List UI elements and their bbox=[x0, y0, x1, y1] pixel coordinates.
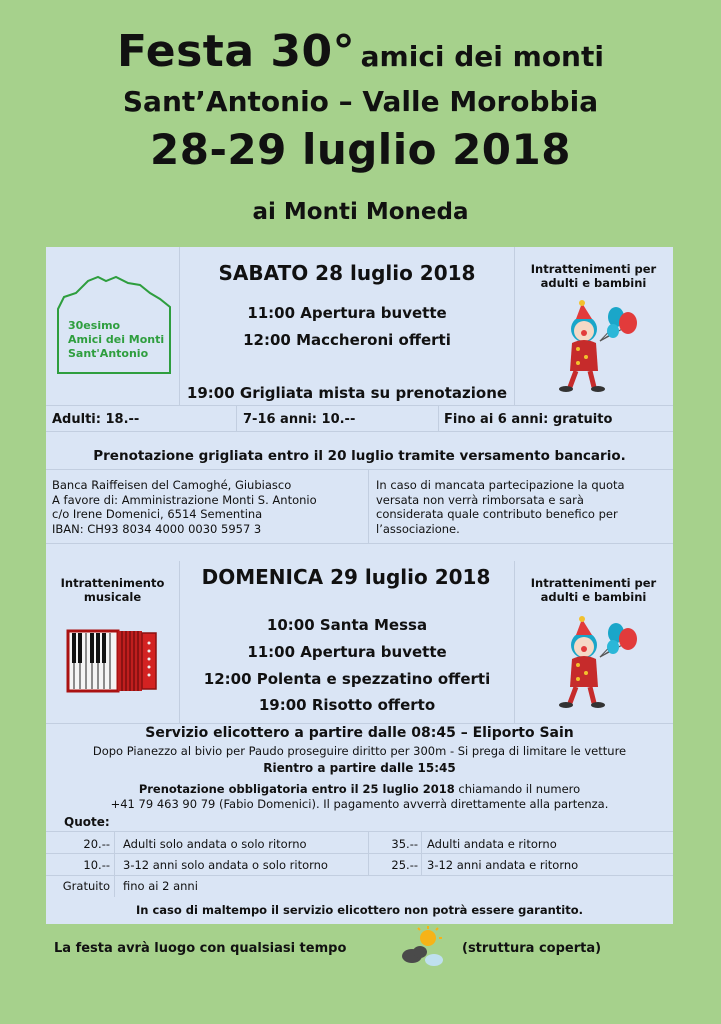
note-line-3: considerata quale contributo benefico per bbox=[376, 507, 618, 521]
saturday-entertainment: Intrattenimenti per adulti e bambini bbox=[530, 262, 657, 290]
logo-line-1: 30esimo bbox=[68, 319, 121, 332]
saturday-item-2: 12:00 Maccheroni offerti bbox=[243, 331, 451, 349]
accordion-icon bbox=[64, 627, 160, 697]
refund-note bbox=[376, 478, 666, 536]
bank-line-1: Banca Raiffeisen del Camoghé, Giubiasco bbox=[52, 478, 292, 492]
note-line-4: l’associazione. bbox=[376, 521, 460, 536]
title-small: amici dei monti bbox=[360, 40, 604, 73]
bank-line-4: IBAN: CH93 8034 4000 0030 5957 3 bbox=[52, 521, 262, 536]
bank-details bbox=[52, 478, 362, 536]
quote-price: 10.-- bbox=[83, 858, 110, 872]
quote-price: 20.-- bbox=[83, 837, 110, 851]
bank-line-2: A favore di: Amministrazione Monti S. Antonio bbox=[52, 492, 317, 507]
weather-note: In caso di maltempo il servizio elicottero non potrà essere garantito. bbox=[136, 903, 583, 917]
helicopter-booking bbox=[46, 782, 673, 796]
quote-price2: 25.-- bbox=[391, 858, 418, 872]
quote-desc: Adulti solo andata o solo ritorno bbox=[123, 837, 307, 851]
sunday-title: DOMENICA 29 luglio 2018 bbox=[201, 565, 491, 589]
sunday-item-2: 11:00 Apertura buvette bbox=[247, 643, 447, 661]
sunday-entertainment: Intrattenimenti per adulti e bambini bbox=[530, 576, 657, 604]
sunday-music: Intrattenimento musicale bbox=[60, 576, 165, 604]
clown-balloons-icon bbox=[556, 615, 641, 713]
quote-price2: 35.-- bbox=[391, 837, 418, 851]
sunday-item-1: 10:00 Santa Messa bbox=[266, 616, 428, 634]
price-toddlers: Fino ai 6 anni: gratuito bbox=[444, 412, 613, 427]
clown-balloons-icon bbox=[556, 299, 641, 397]
quote-desc: fino ai 2 anni bbox=[123, 879, 198, 893]
price-adults: Adulti: 18.-- bbox=[52, 412, 140, 427]
footer-covered: (struttura coperta) bbox=[462, 941, 602, 956]
footer-text: La festa avrà luogo con qualsiasi tempo bbox=[54, 941, 347, 956]
logo-line-2: Amici dei Monti bbox=[68, 333, 165, 346]
dates-title: 28-29 luglio 2018 bbox=[150, 125, 571, 174]
saturday-item-1: 11:00 Apertura buvette bbox=[247, 304, 447, 322]
sunday-item-3: 12:00 Polenta e spezzatino offerti bbox=[203, 670, 491, 688]
note-line-1: In caso di mancata partecipazione la quota bbox=[376, 478, 625, 492]
booking-rest: chiamando il numero bbox=[458, 782, 581, 796]
bank-line-3: c/o Irene Domenici, 6514 Sementina bbox=[52, 507, 263, 521]
saturday-title: SABATO 28 luglio 2018 bbox=[218, 261, 476, 285]
booking-phone-line: +41 79 463 90 79 (Fabio Domenici). Il pagamento avverrà direttamente alla partenza. bbox=[110, 797, 609, 811]
venue-title: ai Monti Moneda bbox=[252, 199, 469, 225]
quote-price: Gratuito bbox=[62, 879, 110, 893]
festival-title bbox=[0, 26, 721, 77]
program-panel bbox=[46, 247, 673, 924]
note-line-2: versata non verrà rimborsata e sarà bbox=[376, 492, 584, 507]
quote-desc: 3-12 anni solo andata o solo ritorno bbox=[123, 858, 328, 872]
location-title: Sant’Antonio – Valle Morobbia bbox=[122, 85, 599, 118]
association-logo bbox=[54, 269, 174, 375]
sun-cloud-icon bbox=[398, 926, 448, 968]
logo-line-3: Sant'Antonio bbox=[68, 347, 149, 360]
helicopter-return: Rientro a partire dalle 15:45 bbox=[263, 761, 456, 775]
saturday-grill: 19:00 Grigliata mista su prenotazione bbox=[186, 384, 508, 402]
quote-desc2: 3-12 anni andata e ritorno bbox=[427, 858, 579, 872]
price-children: 7-16 anni: 10.-- bbox=[243, 412, 356, 427]
quote-desc2: Adulti andata e ritorno bbox=[427, 837, 557, 851]
quotes-label: Quote: bbox=[64, 815, 110, 829]
title-big: Festa 30° bbox=[117, 26, 356, 77]
helicopter-directions: Dopo Pianezzo al bivio per Paudo proseguire diritto per 300m - Si prega di limitare le vetture bbox=[92, 744, 627, 758]
grill-booking: Prenotazione grigliata entro il 20 luglio tramite versamento bancario. bbox=[93, 448, 626, 464]
helicopter-title: Servizio elicottero a partire dalle 08:45 – Eliporto Sain bbox=[145, 725, 574, 741]
sunday-item-4: 19:00 Risotto offerto bbox=[258, 696, 436, 714]
booking-bold: Prenotazione obbligatoria entro il 25 luglio 2018 bbox=[138, 782, 455, 796]
